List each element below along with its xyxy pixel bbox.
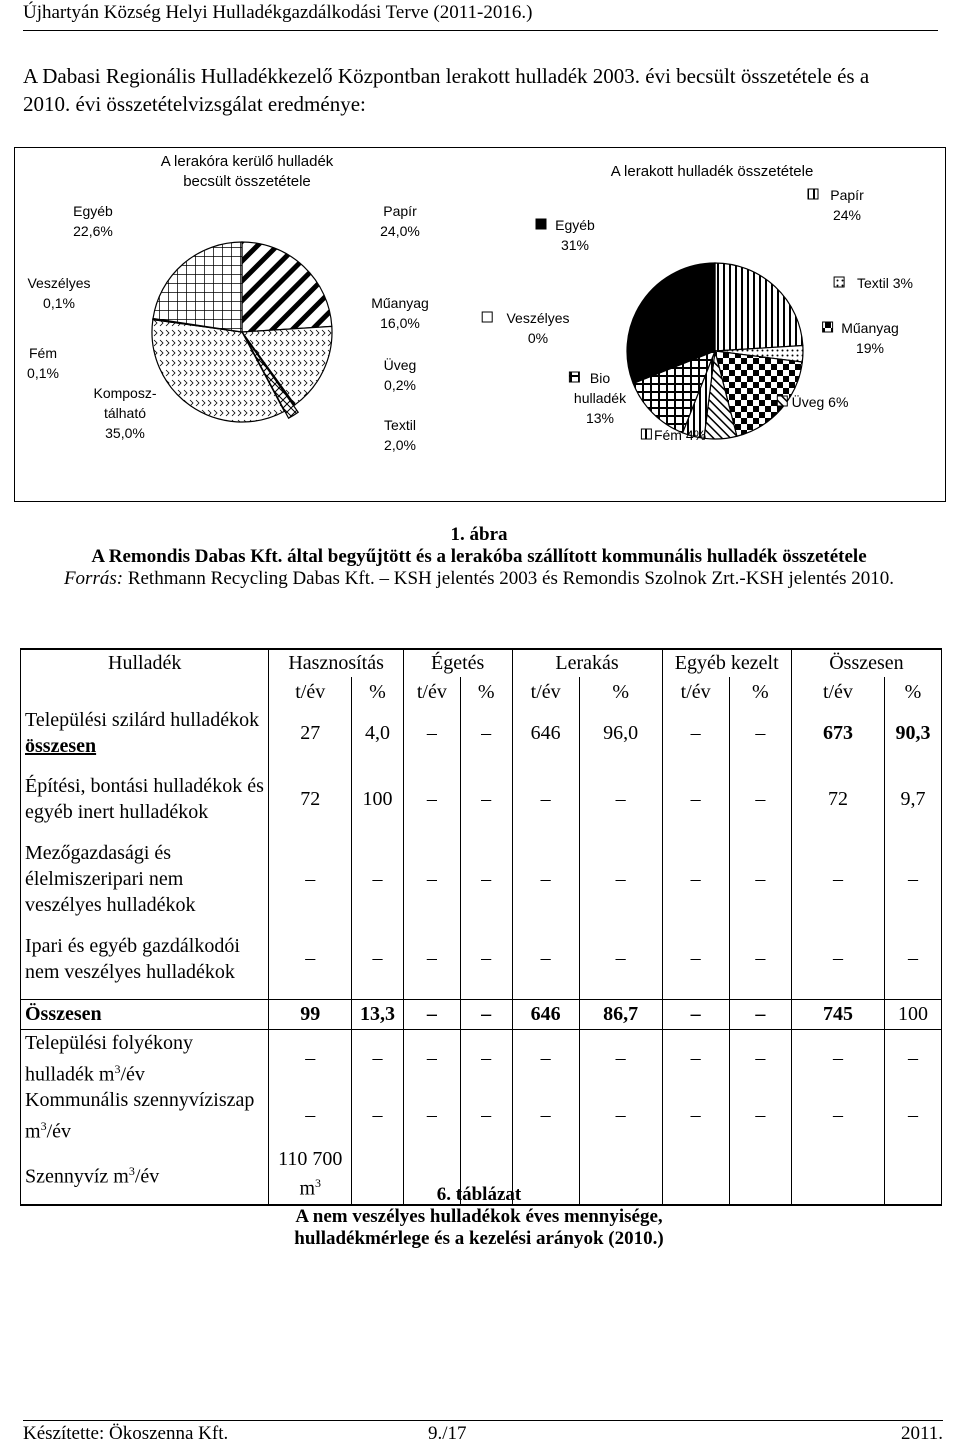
figure-title: A Remondis Dabas Kft. által begyűjtött és a lerakóba szállított kommunális hulladék összetétele [91,546,867,567]
pie-label-0: Papír 24,0% [380,203,420,239]
pie-slice-pap-r [715,263,803,351]
table-cell: – [269,1087,352,1145]
pie-slice-pap-r [242,242,332,332]
page-header: Újhartyán Község Helyi Hulladékgazdálkodási Terve (2011-2016.) [23,2,938,31]
table-cell: – [662,919,729,999]
col-header-landfill: Lerakás [512,649,662,677]
row-label: Kommunális szennyvíziszap $m^3/év$ [21,1087,269,1145]
table-cell: – [579,839,662,919]
table-cell: – [512,839,579,919]
table-cell: – [403,759,460,839]
table-row [21,1029,942,1087]
legend-swatch [808,189,818,199]
legend-swatch [823,322,833,332]
table-cell: – [512,1029,579,1087]
col-header-waste: Hulladék [21,649,269,677]
table-row [21,999,942,1029]
pie-label-0: Papír 24% [830,187,864,223]
row-label: Építési, bontási hulladékok és egyéb inert hulladékok [21,759,269,839]
unit-cell: % [579,677,662,707]
table-cell: 4,0 [352,707,404,759]
row-label: Szennyvíz $m^3/év$ [21,1145,269,1205]
table-cell: – [662,999,729,1029]
table-cell: – [512,759,579,839]
table-cell: 110 700 $m^3$ [269,1145,352,1205]
pie-label-6: Veszélyes 0,1% [27,275,91,311]
table-cell: – [662,1087,729,1145]
row-label: Települési folyékony hulladék $m^3/év$ [21,1029,269,1087]
unit-cell: % [729,677,791,707]
unit-cell: t/év [269,677,352,707]
legend-swatch [777,396,787,406]
table-cell: 9,7 [885,759,942,839]
source-text: Rethmann Recycling Dabas Kft. – KSH jelentés 2003 és Remondis Szolnok Zrt.-KSH jelentés 2010. [123,568,895,589]
table-cell: 96,0 [579,707,662,759]
col-header-other: Egyéb kezelt [662,649,791,677]
figure-frame [14,147,946,502]
table-cell: – [460,759,512,839]
table-cell: – [460,1029,512,1087]
table-cell: – [269,1029,352,1087]
col-header-recovery: Hasznosítás [269,649,404,677]
waste-balance-table [20,648,942,1206]
table-cell: – [269,839,352,919]
table-cell: – [269,919,352,999]
table-row [21,1087,942,1145]
row-label: Települési szilárd hulladékok összesen [21,707,269,759]
table-cell: – [885,919,942,999]
table-cell: – [662,707,729,759]
table-cell: – [729,759,791,839]
table-cell: – [885,1087,942,1145]
table-cell: 90,3 [885,707,942,759]
footer-author: Készítette: Ökoszenna Kft. [23,1423,229,1444]
table-cell: – [579,919,662,999]
table-cell: – [885,839,942,919]
table-row [21,707,942,759]
table-row [21,919,942,999]
table-cell: 13,3 [352,999,404,1029]
page-footer [23,1420,943,1444]
table-cell: – [579,1029,662,1087]
pie-label-5: Fém 0,1% [27,345,59,381]
table-cell: – [403,839,460,919]
table-cell: – [403,1087,460,1145]
pie-title-landfilled: A lerakott hulladék összetétele [610,163,814,180]
table-row [21,839,942,919]
pie-label-4: Fém 4% [653,427,707,443]
table-cell: 27 [269,707,352,759]
table-cell: – [729,919,791,999]
table-header-row [21,649,942,677]
unit-cell: t/év [403,677,460,707]
legend-swatch [536,219,546,229]
pie-label-1: Textil 3% [856,275,914,291]
table-cell: – [579,1087,662,1145]
table-cell: 646 [512,999,579,1029]
pie-label-3: Üveg 6% [791,394,849,410]
table-cell: 86,7 [579,999,662,1029]
table-cell: – [729,999,791,1029]
table-cell: – [662,759,729,839]
pie-label-4: Komposz-tálható 35,0% [93,385,157,441]
table-cell: 100 [352,759,404,839]
footer-page-number: 9./17 [428,1423,467,1444]
table-cell: 99 [269,999,352,1029]
table-cell: – [403,1029,460,1087]
table-cell: – [352,839,404,919]
table-cell: – [512,919,579,999]
intro-line-2: 2010. évi összetételvizsgálat eredménye: [23,92,366,116]
pie-charts [15,148,945,501]
table-cell: – [512,1087,579,1145]
table-cell: 72 [791,759,884,839]
legend-swatch [569,372,579,382]
table-cell: – [403,919,460,999]
table-cell: – [791,839,884,919]
table-cell: – [460,839,512,919]
table-cell: – [460,999,512,1029]
table-cell: 673 [791,707,884,759]
table-cell: – [352,1087,404,1145]
legend-swatch [482,312,492,322]
table-cell: – [403,999,460,1029]
table-cell: – [403,707,460,759]
col-header-incineration: Égetés [403,649,512,677]
table-cell: – [662,839,729,919]
table-cell: – [460,707,512,759]
source-label: Forrás: [63,568,124,589]
intro-line-1: A Dabasi Regionális Hulladékkezelő Központban lerakott hulladék 2003. évi becsült összetétele és a [23,64,870,88]
pie-slice-egy-b [153,242,242,332]
table-cell: 100 [885,999,942,1029]
table-cell: – [352,919,404,999]
table-title-line-2: hulladékmérlege és a kezelési arányok (2010.) [294,1228,664,1249]
legend-swatch [834,277,844,287]
table-row [21,759,942,839]
unit-cell: t/év [512,677,579,707]
pie-label-7: Egyéb 31% [555,217,595,253]
figure-source [14,568,944,590]
unit-cell: t/év [662,677,729,707]
unit-cell: % [460,677,512,707]
table-cell: 646 [512,707,579,759]
row-label: Mezőgazdasági és élelmiszeripari nem veszélyes hulladékok [21,839,269,919]
unit-cell: % [352,677,404,707]
table-cell: – [885,1029,942,1087]
table-cell: – [791,919,884,999]
table-number: 6. táblázat [436,1184,522,1205]
table-cell: – [662,1029,729,1087]
row-label: Összesen [21,999,269,1029]
table-caption [14,1184,944,1250]
table-cell: – [352,1029,404,1087]
pie-label-7: Egyéb 22,6% [73,203,113,239]
table-cell: – [460,1087,512,1145]
pie-chart-estimated [152,242,332,422]
col-header-total: Összesen [791,649,941,677]
table-cell: – [460,919,512,999]
table-cell: – [729,839,791,919]
table-units-row [21,677,942,707]
intro-paragraph [23,62,943,118]
table-cell: 745 [791,999,884,1029]
figure-caption [14,524,944,590]
row-label: Ipari és egyéb gazdálkodói nem veszélyes hulladékok [21,919,269,999]
pie-chart-landfilled [627,263,803,439]
table-cell: – [729,1087,791,1145]
table-cell: – [729,1029,791,1087]
pie-label-3: Textil 2,0% [384,417,416,453]
pie-title-estimated: A lerakóra kerülő hulladék becsült összetétele [160,153,334,190]
pie-label-2: Műanyag 19% [841,320,899,356]
table-cell: – [791,1087,884,1145]
table-title-line-1: A nem veszélyes hulladékok éves mennyisége, [295,1206,663,1227]
pie-label-5: Bio hulladék 13% [573,370,627,426]
table-cell: 72 [269,759,352,839]
figure-number: 1. ábra [450,524,508,545]
pie-label-2: Üveg 0,2% [383,357,417,393]
unit-cell: t/év [791,677,884,707]
legend-swatch [641,429,651,439]
unit-cell: % [885,677,942,707]
footer-year: 2011. [900,1423,943,1444]
table-cell: – [579,759,662,839]
table-cell: – [791,1029,884,1087]
pie-label-6: Veszélyes 0% [506,310,570,346]
table-cell: – [729,707,791,759]
pie-label-1: Műanyag 16,0% [371,295,429,331]
